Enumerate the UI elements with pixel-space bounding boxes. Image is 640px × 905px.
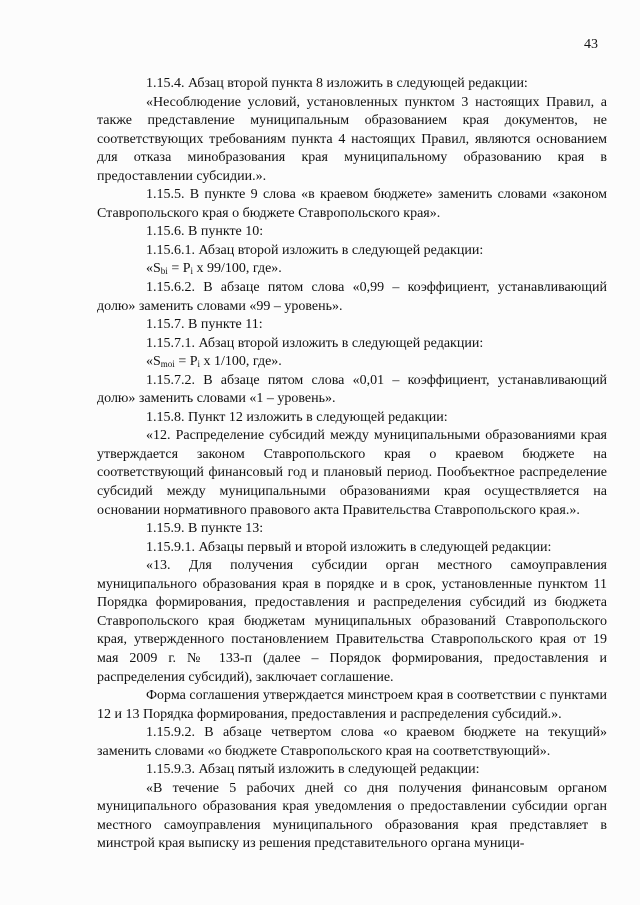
- document-body: [97, 75, 607, 854]
- paragraph: «12. Распределение субсидий между муниципальными образованиями края утверждается законом Ставропольского края о краевом бюджете на соответствующий финансовый год и плановый период. Пообъектное распределение субсидий между муниципальными образованиями края осуществляется на основании нормативного правового акта Правительства Ставропольского края.».: [97, 428, 607, 518]
- paragraph: Форма соглашения утверждается минстроем края в соответствии с пунктами 12 и 13 Порядка формирования, предоставления и распределения субсидий.».: [97, 688, 607, 722]
- paragraph: 1.15.4. Абзац второй пункта 8 изложить в следующей редакции:: [146, 76, 528, 91]
- paragraph: «Несоблюдение условий, установленных пунктом 3 настоящих Правил, а также представление муниципальным образованием края документов, не соответствующих требованиям пункта 4 настоящих Правил, являются основанием для отказа минобразования края муниципальному образованию края в предоставлении субсидии.».: [97, 94, 607, 184]
- paragraph: 1.15.7.1. Абзац второй изложить в следующей редакции:: [146, 335, 484, 351]
- formula-paragraph: «$S_{moi} = P_i$ x 1/100, где».: [146, 354, 282, 370]
- paragraph: 1.15.7. В пункте 11:: [146, 317, 263, 333]
- paragraph: 1.15.8. Пункт 12 изложить в следующей редакции:: [146, 409, 448, 425]
- formula-paragraph: «$S_{bi} = P_i$ x 99/100, где».: [146, 261, 282, 277]
- paragraph: 1.15.5. В пункте 9 слова «в краевом бюджете» заменить словами «законом Ставропольского края о бюджете Ставропольского края».: [97, 187, 607, 221]
- paragraph: 1.15.6.2. В абзаце пятом слова «0,99 – коэффициент, устанавливающий долю» заменить словами «99 – уровень».: [97, 280, 607, 314]
- paragraph: «В течение 5 рабочих дней со дня получения финансовым органом муниципального образования края уведомления о предоставлении субсидии орган местного самоуправления муниципального образования края представляет в минстрой края выписку из решения представительного органа муници-: [97, 780, 607, 852]
- paragraph: 1.15.9.2. В абзаце четвертом слова «о краевом бюджете на текущий» заменить словами «о бюджете Ставропольского края на соответствующий».: [97, 725, 607, 759]
- paragraph: 1.15.9.3. Абзац пятый изложить в следующей редакции:: [146, 762, 480, 778]
- paragraph: «13. Для получения субсидии орган местного самоуправления муниципального образования края в порядке и в срок, установленные пунктом 11 Порядка формирования, предоставления и распределения субсидий из бюджета Ставропольского края бюджетам муниципальных образований Ставропольского края, утвержденного постановлением Правительства Ставропольского края от 19 мая 2009 г. № 133-п (далее – Порядок формирования, предоставления и распределения субсидий), заключает соглашение.: [97, 558, 607, 685]
- paragraph: 1.15.7.2. В абзаце пятом слова «0,01 – коэффициент, устанавливающий долю» заменить словами «1 – уровень».: [97, 372, 607, 407]
- paragraph: 1.15.6.1. Абзац второй изложить в следующей редакции:: [146, 242, 484, 258]
- paragraph: 1.15.9. В пункте 13:: [146, 521, 264, 537]
- page-number: 43: [584, 37, 598, 52]
- paragraph: 1.15.6. В пункте 10:: [146, 224, 264, 240]
- paragraph: 1.15.9.1. Абзацы первый и второй изложить в следующей редакции:: [146, 539, 552, 555]
